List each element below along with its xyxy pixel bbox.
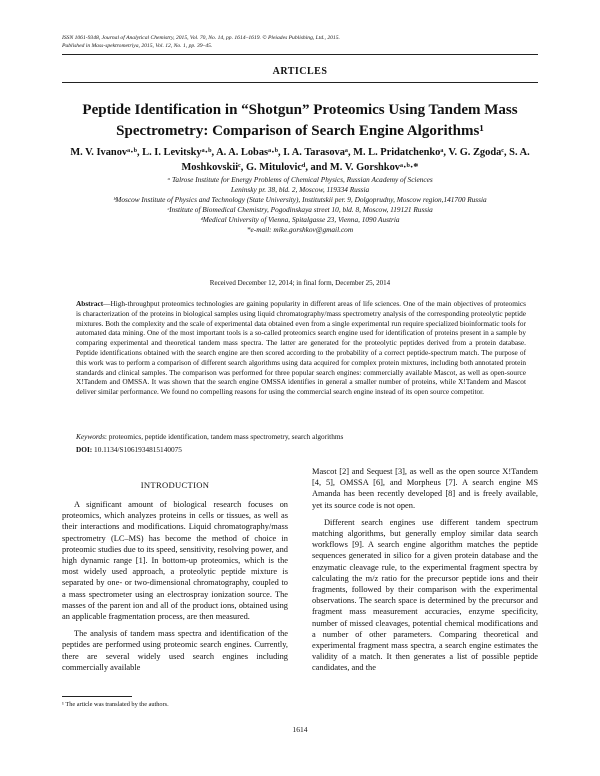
affiliations bbox=[62, 175, 538, 235]
introduction-heading: INTRODUCTION bbox=[140, 480, 210, 490]
doi-label: DOI: bbox=[76, 445, 93, 454]
doi-value: 10.1134/S1061934815140075 bbox=[92, 445, 182, 454]
keywords-text: : proteomics, peptide identification, tandem mass spectrometry, search algorithms bbox=[104, 432, 344, 441]
abstract bbox=[76, 299, 526, 397]
header-rule bbox=[62, 54, 538, 55]
keywords-label: Keywords bbox=[76, 432, 105, 441]
page-number: 1614 bbox=[292, 725, 308, 734]
abstract-text: —High-throughput proteomics technologies are gaining popularity in different areas of life sciences. One of the main objectives of proteomics is characterization of the proteins in biological samples using liquid chromatography/mass spectrometry analysis of the corresponding proteolytic peptide mixtures. Both the complexity and the scale of experimental data obtained even from a single experimental run require specialized bioinformatic tools for automated data mining. One of the most important tools is a so-called proteomics search engine used for identification of proteins present in a sample by comparing experimental and theoretical tandem mass spectra. The latter are generated for the proteolytic peptides derived from a protein database. Peptide identifications obtained with the search engine are then scored according to the probability of a correct peptide-spectrum match. The purpose of this work was to perform a comparison of different search algorithms using data acquired for complex protein mixtures, including both annotated protein standards and clinical samples. The comparison was performed for three popular search engines: commercially available Mascot, as well as open-source X!Tandem and OMSSA. It was shown that the search engine OMSSA identifies in general a smaller number of proteins, while X!Tandem and Mascot deliver similar performance. We found no compelling reasons for using the commercial search engine instead of its open source competitor. bbox=[76, 299, 526, 397]
article-title: Peptide Identification in “Shotgun” Proteomics Using Tandem Mass Spectrometry: Comparison of Search Engine Algorithms¹ bbox=[82, 102, 518, 139]
affiliation-a-address: Leninsky pr. 38, bld. 2, Moscow, 119334 Russia bbox=[230, 185, 370, 194]
left-paragraph-1: A significant amount of biological research focuses on proteomics, which analyzes proteins in cells or tissues, as well as their interactions and modifications. Liquid chromatography/mass spectrometry (LC–MS) has become the method of choice in proteomic studies due to its speed, sensitivity, resolving power, and high dynamic range [1]. In bottom-up proteomics, which is the most widely used approach, a proteolytic peptide mixture is separated by one- or two-dimensional chromatography, coupled to a mass spectrometer using an electrospray ionization source. The masses of the parent ion and all of the product ions, obtained using an applicable fragmentation process, are then measured. bbox=[62, 500, 288, 622]
right-paragraph-1: Mascot [2] and Sequest [3], as well as the open source X!Tandem [4, 5], OMSSA [6], and Morpheus [7]. A search engine MS Amanda has been recently developed [8] and is freely available, yet its source code is not open. bbox=[312, 467, 538, 510]
journal-header bbox=[62, 34, 542, 50]
journal-header-line-2: Published in Mass-spektrometriya, 2015, Vol. 12, No. 1, pp. 39–45. bbox=[62, 43, 213, 49]
left-paragraph-2: The analysis of tandem mass spectra and identification of the peptides are performed using proteomic search engines. Currently, there are several widely used search engines including commercially available bbox=[62, 629, 288, 672]
affiliation-a: ᵃ Talrose Institute for Energy Problems of Chemical Physics, Russian Academy of Sciences bbox=[167, 175, 433, 184]
corresponding-email: *e-mail: mike.gorshkov@gmail.com bbox=[246, 225, 354, 234]
section-label: ARTICLES bbox=[272, 66, 328, 77]
footnote-rule bbox=[62, 696, 132, 697]
left-column bbox=[62, 499, 288, 673]
affiliation-c: ᶜInstitute of Biomedical Chemistry, Pogodinskaya street 10, bld. 8, Moscow, 119121 Russia bbox=[167, 205, 433, 214]
received-dates: Received December 12, 2014; in final form, December 25, 2014 bbox=[209, 279, 391, 287]
author-list: M. V. Ivanovᵃ·ᵇ, L. I. Levitskyᵃ·ᵇ, A. A. Lobasᵃ·ᵇ, I. A. Tarasovaᵃ, M. L. Pridatchenkoᵃ, V. G. Zgodaᶜ, S. A. Moshkovskiiᶜ, G. Mitulovicᵈ, and M. V. Gorshkovᵃ·ᵇ·* bbox=[70, 147, 530, 173]
doi bbox=[76, 445, 526, 454]
right-column bbox=[312, 466, 538, 674]
affiliation-d: ᵈMedical University of Vienna, Spitalgasse 23, Vienna, 1090 Austria bbox=[200, 215, 400, 224]
right-paragraph-2: Different search engines use different tandem spectrum matching algorithms, but generally employ similar data search workflows [9]. A search engine algorithm matches the peptide sequences generated in silico for a given protein database and the enzymatic cleavage rule, to the experimental fragment spectra by calculating the m/z ratio for the precursor peptide ions and their fragments, followed by their comparison with the experimental observations. The search space is determined by the precursor and fragment mass measurement accuracies, enzyme specificity, number of missed cleavages, potential chemical modifications and a number of other parameters. Comparing theoretical and experimental fragment mass spectra, a search engine estimates the validity of a match. It then generates a list of possible peptide candidates, and the bbox=[312, 517, 538, 673]
section-rule bbox=[62, 82, 538, 83]
abstract-label: Abstract bbox=[76, 299, 104, 308]
keywords bbox=[76, 432, 526, 442]
affiliation-b: ᵇMoscow Institute of Physics and Technology (State University), Institutskii per. 9, Dolgoprudny, Moscow region,141700 Russia bbox=[113, 195, 487, 204]
journal-header-line-1: ISSN 1061-9348, Journal of Analytical Chemistry, 2015, Vol. 70, No. 14, pp. 1614–1619. © Pleiades Publishing, Ltd., 2015. bbox=[62, 35, 340, 41]
footnote: ¹ The article was translated by the authors. bbox=[62, 701, 169, 708]
